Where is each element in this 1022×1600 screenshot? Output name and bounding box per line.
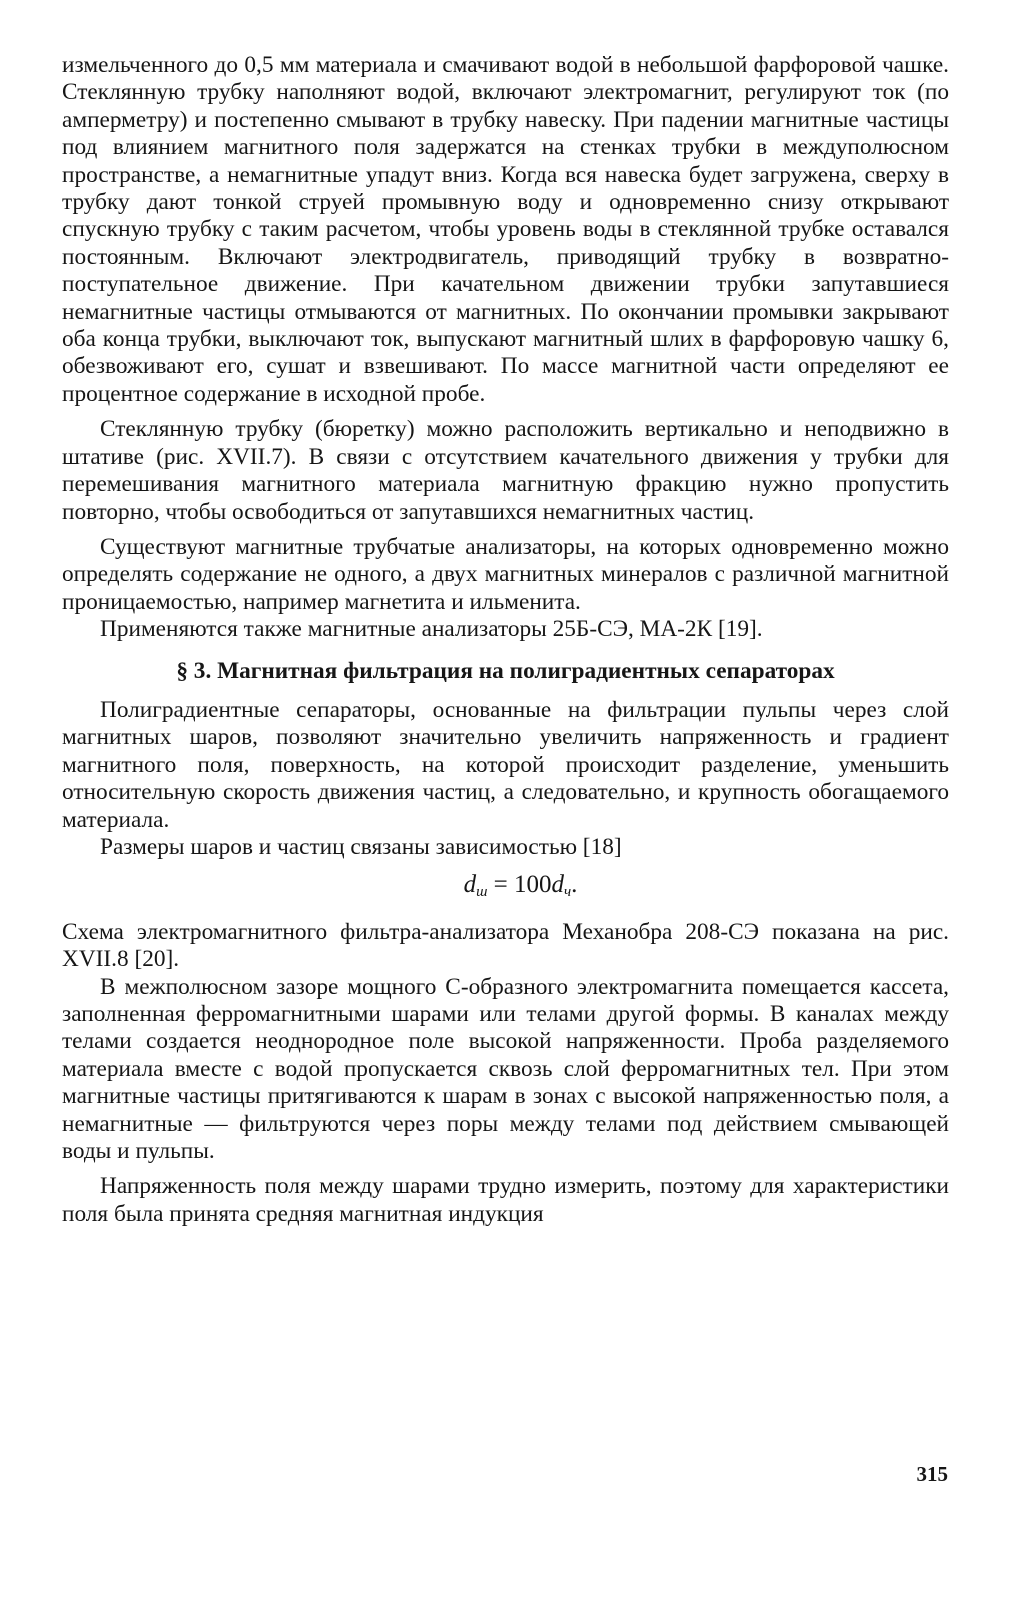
- section-heading: § 3. Магнитная фильтрация на полиградиентных сепараторах: [176, 657, 835, 684]
- paragraph-field-strength: Напряженность поля между шарами трудно измерить, поэтому для характеристики поля была принята средняя магнитная индукция: [62, 1173, 949, 1227]
- formula-lhs: d: [463, 871, 477, 899]
- formula-lhs-sub: ш: [476, 884, 488, 901]
- paragraph-burette: Стеклянную трубку (бюретку) можно расположить вертикально и неподвижно в штативе (рис. XVII.7). В связи с отсутствием качательного движения у трубки для перемешивания магнитного материала магнитную фракцию нужно пропустить повторно, чтобы освободиться от запутавшихся немагнитных частиц.: [62, 416, 949, 525]
- paragraph-tubular-analyzers: Существуют магнитные трубчатые анализаторы, на которых одновременно можно определять содержание не одного, а двух магнитных минералов с различной магнитной проницаемостью, например магнетита и ильменита.: [62, 533, 949, 615]
- formula-rhs: d: [551, 871, 565, 899]
- paragraph-interpolar-gap: В межполюсном зазоре мощного С-образного электромагнита помещается кассета, заполненная ферромагнитными шарами или телами другой формы. В каналах между телами создается неоднородное поле высокой напряженности. Проба разделяемого материала вместе с водой пропускается сквозь слой ферромагнитных тел. При этом магнитные частицы притягиваются к шарам в зонах с высокой напряженностью поля, а немагнитные — фильтруются через поры между телами под действием смывающей воды и пульпы.: [62, 973, 949, 1165]
- paragraph-scheme: Схема электромагнитного фильтра-анализатора Механобра 208-СЭ показана на рис. XVII.8 [20].: [62, 918, 949, 973]
- formula-rhs-sub: ч: [564, 884, 572, 901]
- paragraph-continuation: измельченного до 0,5 мм материала и смачивают водой в небольшой фарфоровой чашке. Стеклянную трубку наполняют водой, включают электромагнит, регулируют ток (по амперметру) и постепенно смывают в трубку навеску. При падении магнитные частицы под влиянием магнитного поля задержатся на стенках трубки в междуполюсном пространстве, а немагнитные упадут вниз. Когда вся навеска будет загружена, сверху в трубку дают тонкой струей промывную воду и одновременно снизу открывают спускную трубку с таким расчетом, чтобы уровень воды в стеклянной трубке оставался постоянным. Включают электродвигатель, приводящий трубку в возвратно-поступательное движение. При качательном движении трубки запутавшиеся немагнитные частицы отмываются от магнитных. По окончании промывки закрывают оба конца трубки, выключают ток, выпускают магнитный шлих в фарфоровую чашку 6, обезвоживают его, сушат и взвешивают. По массе магнитной части определяют ее процентное содержание в исходной пробе.: [62, 52, 949, 407]
- formula-end: .: [571, 871, 578, 899]
- paragraph-analyzers-list: Применяются также магнитные анализаторы 25Б-СЭ, МА-2К [19].: [100, 616, 763, 643]
- page-number: 315: [916, 1462, 948, 1486]
- formula: [62, 871, 949, 906]
- page-body: [62, 52, 949, 1228]
- paragraph-polygradient: Полиградиентные сепараторы, основанные на фильтрации пульпы через слой магнитных шаров, позволяют значительно увеличить напряженность и градиент магнитного поля, поверхность, на которой происходит разделение, уменьшить относительную скорость движения частиц, а следовательно, и крупность обогащаемого материала.: [62, 696, 949, 833]
- formula-eq: = 100: [487, 871, 552, 899]
- paragraph-dependency: Размеры шаров и частиц связаны зависимостью [18]: [100, 833, 622, 860]
